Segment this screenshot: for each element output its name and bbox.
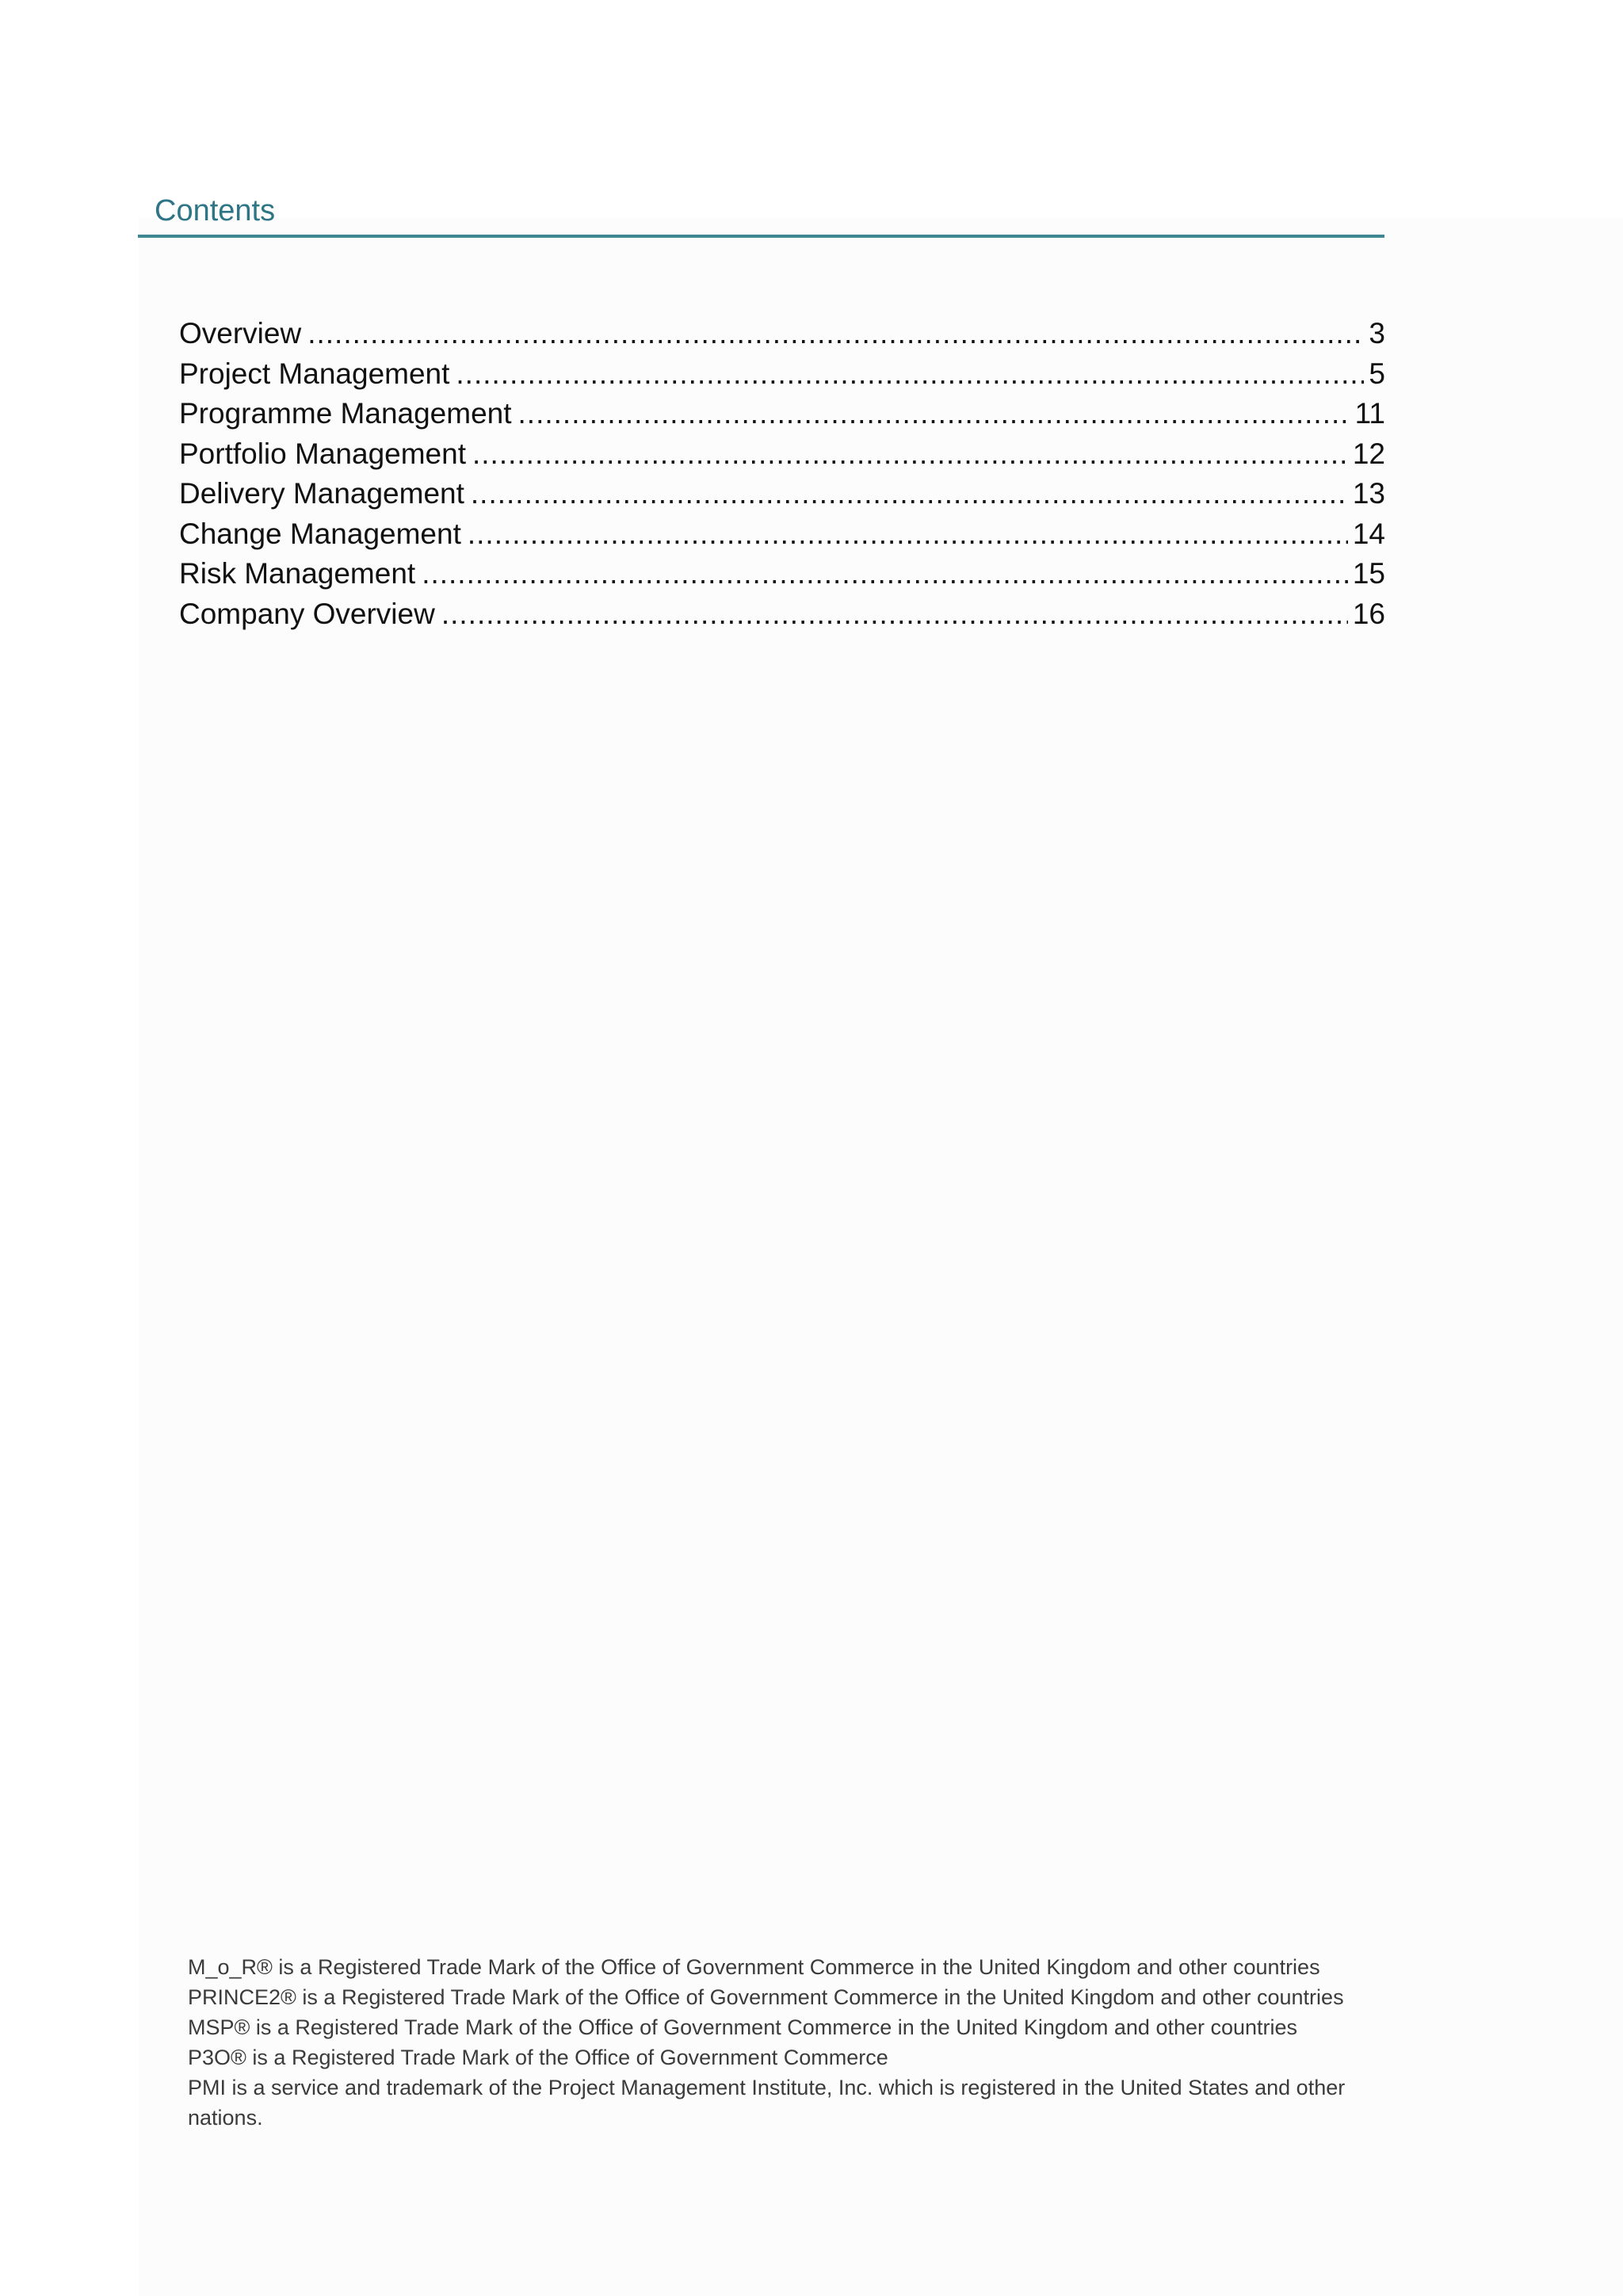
toc-page-number: 3 [1369,317,1385,350]
toc-entry-delivery-management[interactable] [179,474,1385,514]
trademark-footnotes [188,1952,1424,2133]
footnote-pmi: PMI is a service and trademark of the Project Management Institute, Inc. which is registered in the United States and other nations. [188,2076,1346,2130]
toc-entry-company-overview[interactable] [179,594,1385,635]
toc-page-number: 11 [1354,397,1385,430]
toc-page-number: 15 [1352,557,1385,590]
toc-entry-project-management[interactable] [179,354,1385,395]
heading-rule [138,235,1384,238]
toc-dot-leader [456,354,1364,395]
toc-page-number: 5 [1369,357,1385,390]
toc-entry-risk-management[interactable] [179,554,1385,594]
contents-heading: Contents [155,194,276,227]
toc-dot-leader [471,474,1348,514]
toc-page-number: 12 [1352,437,1385,470]
toc-entry-title: Portfolio Management [179,437,466,470]
footnote-p3o: P3O® is a Registered Trade Mark of the Office of Government Commerce [188,2046,888,2069]
toc-dot-leader [422,554,1348,594]
toc-entry-programme-management[interactable] [179,394,1385,434]
toc-entry-overview[interactable] [179,314,1385,354]
toc-entry-title: Overview [179,317,302,350]
table-of-contents [179,314,1385,634]
footnote-prince2: PRINCE2® is a Registered Trade Mark of the Office of Government Commerce in the United Kingdom and other countries [188,1985,1344,2009]
toc-entry-title: Risk Management [179,557,416,590]
toc-dot-leader [468,514,1348,555]
toc-entry-title: Company Overview [179,597,435,630]
toc-dot-leader [472,434,1348,475]
toc-entry-change-management[interactable] [179,514,1385,555]
toc-entry-title: Project Management [179,357,450,390]
toc-entry-portfolio-management[interactable] [179,434,1385,475]
toc-page-number: 13 [1352,477,1385,510]
toc-page-number: 16 [1352,597,1385,630]
toc-dot-leader [307,314,1364,354]
toc-entry-title: Delivery Management [179,477,464,510]
toc-dot-leader [441,594,1348,635]
toc-entry-title: Change Management [179,517,461,550]
toc-entry-title: Programme Management [179,397,512,430]
toc-page-number: 14 [1352,517,1385,550]
footnote-msp: MSP® is a Registered Trade Mark of the Office of Government Commerce in the United Kingdom and other countries [188,2015,1298,2039]
toc-dot-leader [518,394,1350,434]
footnote-mor: M_o_R® is a Registered Trade Mark of the Office of Government Commerce in the United Kingdom and other countries [188,1955,1320,1979]
